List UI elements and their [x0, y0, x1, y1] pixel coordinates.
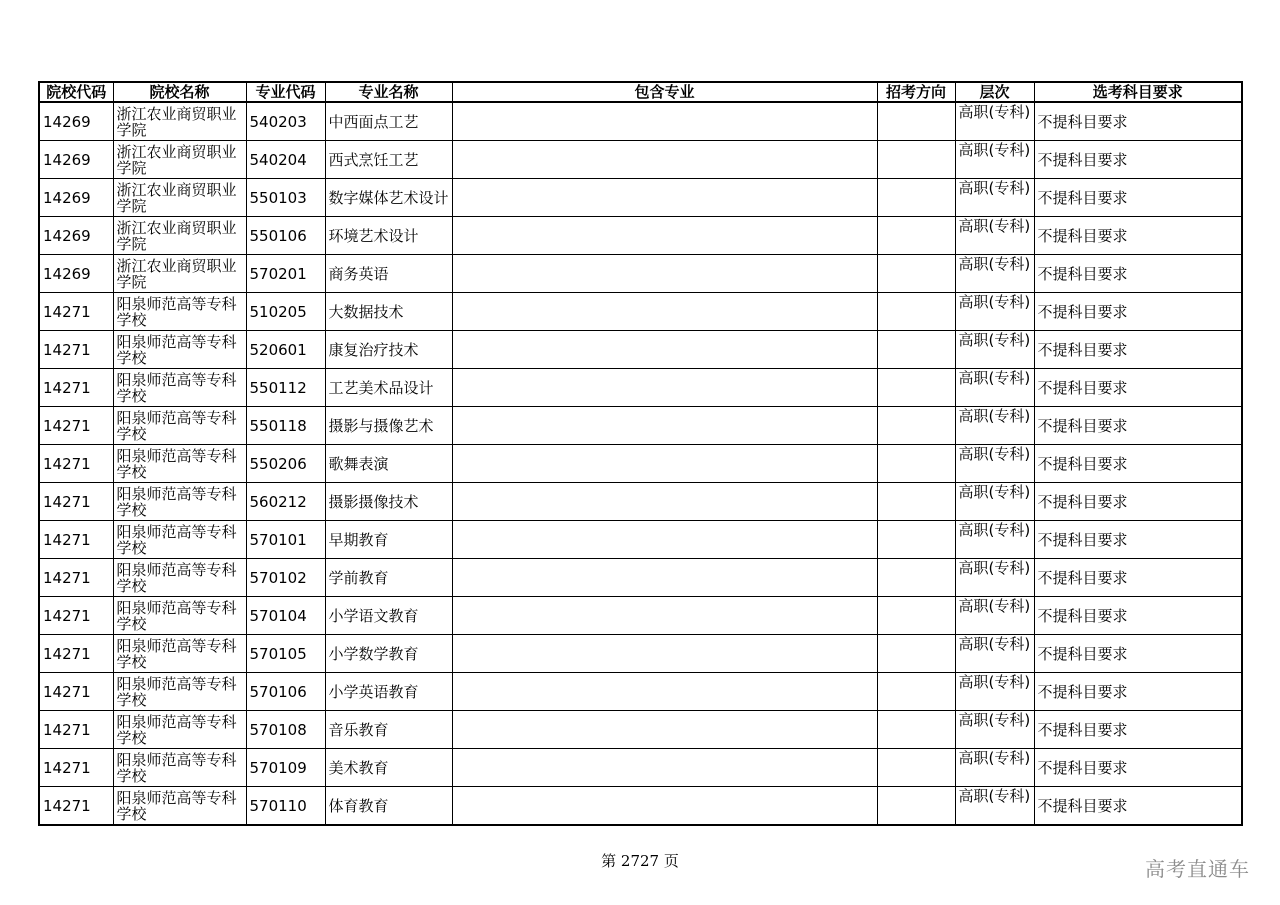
- subject-requirement-cell: 不提科目要求: [1034, 787, 1242, 826]
- included-majors-cell: [452, 711, 877, 749]
- major-code-cell: 570106: [246, 673, 325, 711]
- school-name-cell: 阳泉师范高等专科学校: [113, 711, 246, 749]
- level-cell: 高职(专科): [955, 102, 1034, 141]
- subject-requirement-cell: 不提科目要求: [1034, 407, 1242, 445]
- major-name-cell: 摄影与摄像艺术: [325, 407, 452, 445]
- table-header: [39, 82, 1242, 102]
- included-majors-cell: [452, 673, 877, 711]
- included-majors-cell: [452, 407, 877, 445]
- school-code-cell: 14269: [39, 255, 113, 293]
- school-name-cell: 阳泉师范高等专科学校: [113, 787, 246, 826]
- direction-cell: [877, 673, 955, 711]
- level-cell: 高职(专科): [955, 255, 1034, 293]
- included-majors-cell: [452, 217, 877, 255]
- school-code-cell: 14271: [39, 369, 113, 407]
- major-code-cell: 570109: [246, 749, 325, 787]
- school-code-cell: 14271: [39, 749, 113, 787]
- header-level: 层次: [955, 82, 1034, 102]
- school-name-cell: 阳泉师范高等专科学校: [113, 483, 246, 521]
- level-cell: 高职(专科): [955, 293, 1034, 331]
- school-name-cell: 阳泉师范高等专科学校: [113, 635, 246, 673]
- included-majors-cell: [452, 179, 877, 217]
- table-row: [39, 445, 1242, 483]
- school-name-cell: 浙江农业商贸职业学院: [113, 179, 246, 217]
- table-row: [39, 293, 1242, 331]
- school-name-cell: 阳泉师范高等专科学校: [113, 407, 246, 445]
- direction-cell: [877, 749, 955, 787]
- level-cell: 高职(专科): [955, 711, 1034, 749]
- subject-requirement-cell: 不提科目要求: [1034, 293, 1242, 331]
- school-name-cell: 阳泉师范高等专科学校: [113, 559, 246, 597]
- school-code-cell: 14271: [39, 787, 113, 826]
- school-name-cell: 阳泉师范高等专科学校: [113, 445, 246, 483]
- school-code-cell: 14271: [39, 521, 113, 559]
- direction-cell: [877, 331, 955, 369]
- major-name-cell: 歌舞表演: [325, 445, 452, 483]
- level-cell: 高职(专科): [955, 483, 1034, 521]
- direction-cell: [877, 711, 955, 749]
- school-name-cell: 浙江农业商贸职业学院: [113, 141, 246, 179]
- direction-cell: [877, 217, 955, 255]
- level-cell: 高职(专科): [955, 407, 1034, 445]
- subject-requirement-cell: 不提科目要求: [1034, 711, 1242, 749]
- subject-requirement-cell: 不提科目要求: [1034, 369, 1242, 407]
- major-name-cell: 中西面点工艺: [325, 102, 452, 141]
- header-row: [39, 82, 1242, 102]
- included-majors-cell: [452, 749, 877, 787]
- included-majors-cell: [452, 293, 877, 331]
- major-code-cell: 570102: [246, 559, 325, 597]
- school-code-cell: 14271: [39, 293, 113, 331]
- included-majors-cell: [452, 521, 877, 559]
- table-row: [39, 787, 1242, 826]
- major-code-cell: 570101: [246, 521, 325, 559]
- table-row: [39, 179, 1242, 217]
- direction-cell: [877, 255, 955, 293]
- school-code-cell: 14269: [39, 102, 113, 141]
- header-major-name: 专业名称: [325, 82, 452, 102]
- direction-cell: [877, 407, 955, 445]
- table-row: [39, 673, 1242, 711]
- table-row: [39, 749, 1242, 787]
- level-cell: 高职(专科): [955, 559, 1034, 597]
- level-cell: 高职(专科): [955, 179, 1034, 217]
- direction-cell: [877, 559, 955, 597]
- subject-requirement-cell: 不提科目要求: [1034, 749, 1242, 787]
- school-name-cell: 阳泉师范高等专科学校: [113, 331, 246, 369]
- header-major-code: 专业代码: [246, 82, 325, 102]
- included-majors-cell: [452, 331, 877, 369]
- major-code-cell: 550206: [246, 445, 325, 483]
- level-cell: 高职(专科): [955, 445, 1034, 483]
- major-name-cell: 大数据技术: [325, 293, 452, 331]
- watermark: 高考直通车: [1145, 857, 1250, 881]
- included-majors-cell: [452, 102, 877, 141]
- school-name-cell: 浙江农业商贸职业学院: [113, 102, 246, 141]
- major-code-cell: 520601: [246, 331, 325, 369]
- major-code-cell: 570108: [246, 711, 325, 749]
- direction-cell: [877, 597, 955, 635]
- school-code-cell: 14269: [39, 217, 113, 255]
- school-code-cell: 14271: [39, 407, 113, 445]
- major-name-cell: 康复治疗技术: [325, 331, 452, 369]
- subject-requirement-cell: 不提科目要求: [1034, 673, 1242, 711]
- major-code-cell: 570105: [246, 635, 325, 673]
- major-code-cell: 560212: [246, 483, 325, 521]
- subject-requirement-cell: 不提科目要求: [1034, 445, 1242, 483]
- school-name-cell: 阳泉师范高等专科学校: [113, 749, 246, 787]
- table-row: [39, 369, 1242, 407]
- direction-cell: [877, 787, 955, 826]
- table-row: [39, 217, 1242, 255]
- major-name-cell: 体育教育: [325, 787, 452, 826]
- major-name-cell: 早期教育: [325, 521, 452, 559]
- included-majors-cell: [452, 597, 877, 635]
- table-row: [39, 635, 1242, 673]
- major-name-cell: 环境艺术设计: [325, 217, 452, 255]
- direction-cell: [877, 483, 955, 521]
- school-code-cell: 14271: [39, 597, 113, 635]
- subject-requirement-cell: 不提科目要求: [1034, 217, 1242, 255]
- major-code-cell: 550103: [246, 179, 325, 217]
- included-majors-cell: [452, 255, 877, 293]
- school-code-cell: 14271: [39, 331, 113, 369]
- school-code-cell: 14269: [39, 141, 113, 179]
- level-cell: 高职(专科): [955, 749, 1034, 787]
- level-cell: 高职(专科): [955, 597, 1034, 635]
- included-majors-cell: [452, 141, 877, 179]
- table-row: [39, 597, 1242, 635]
- major-code-cell: 570104: [246, 597, 325, 635]
- table-row: [39, 255, 1242, 293]
- direction-cell: [877, 445, 955, 483]
- header-school-name: 院校名称: [113, 82, 246, 102]
- included-majors-cell: [452, 483, 877, 521]
- table-row: [39, 102, 1242, 141]
- subject-requirement-cell: 不提科目要求: [1034, 179, 1242, 217]
- subject-requirement-cell: 不提科目要求: [1034, 331, 1242, 369]
- header-subject-requirement: 选考科目要求: [1034, 82, 1242, 102]
- school-code-cell: 14271: [39, 445, 113, 483]
- major-name-cell: 商务英语: [325, 255, 452, 293]
- major-code-cell: 540203: [246, 102, 325, 141]
- table-row: [39, 559, 1242, 597]
- included-majors-cell: [452, 787, 877, 826]
- level-cell: 高职(专科): [955, 521, 1034, 559]
- school-code-cell: 14271: [39, 673, 113, 711]
- major-code-cell: 570201: [246, 255, 325, 293]
- school-code-cell: 14271: [39, 711, 113, 749]
- direction-cell: [877, 102, 955, 141]
- major-name-cell: 西式烹饪工艺: [325, 141, 452, 179]
- table-body: [39, 102, 1242, 825]
- school-name-cell: 阳泉师范高等专科学校: [113, 521, 246, 559]
- major-name-cell: 小学英语教育: [325, 673, 452, 711]
- header-school-code: 院校代码: [39, 82, 113, 102]
- major-name-cell: 工艺美术品设计: [325, 369, 452, 407]
- level-cell: 高职(专科): [955, 673, 1034, 711]
- subject-requirement-cell: 不提科目要求: [1034, 559, 1242, 597]
- level-cell: 高职(专科): [955, 331, 1034, 369]
- major-name-cell: 美术教育: [325, 749, 452, 787]
- subject-requirement-cell: 不提科目要求: [1034, 635, 1242, 673]
- table-row: [39, 407, 1242, 445]
- major-code-cell: 570110: [246, 787, 325, 826]
- admissions-table: [38, 81, 1243, 826]
- included-majors-cell: [452, 635, 877, 673]
- major-code-cell: 550118: [246, 407, 325, 445]
- major-code-cell: 540204: [246, 141, 325, 179]
- header-included-majors: 包含专业: [452, 82, 877, 102]
- major-code-cell: 550106: [246, 217, 325, 255]
- school-name-cell: 阳泉师范高等专科学校: [113, 673, 246, 711]
- page-number: 第 2727 页: [601, 852, 679, 870]
- school-name-cell: 阳泉师范高等专科学校: [113, 369, 246, 407]
- major-name-cell: 音乐教育: [325, 711, 452, 749]
- level-cell: 高职(专科): [955, 369, 1034, 407]
- major-name-cell: 小学语文教育: [325, 597, 452, 635]
- table-row: [39, 521, 1242, 559]
- school-name-cell: 浙江农业商贸职业学院: [113, 255, 246, 293]
- direction-cell: [877, 369, 955, 407]
- direction-cell: [877, 179, 955, 217]
- subject-requirement-cell: 不提科目要求: [1034, 255, 1242, 293]
- direction-cell: [877, 293, 955, 331]
- level-cell: 高职(专科): [955, 635, 1034, 673]
- header-direction: 招考方向: [877, 82, 955, 102]
- school-code-cell: 14271: [39, 483, 113, 521]
- subject-requirement-cell: 不提科目要求: [1034, 141, 1242, 179]
- school-name-cell: 浙江农业商贸职业学院: [113, 217, 246, 255]
- major-name-cell: 学前教育: [325, 559, 452, 597]
- major-name-cell: 小学数学教育: [325, 635, 452, 673]
- included-majors-cell: [452, 445, 877, 483]
- table-row: [39, 483, 1242, 521]
- school-name-cell: 阳泉师范高等专科学校: [113, 597, 246, 635]
- included-majors-cell: [452, 559, 877, 597]
- subject-requirement-cell: 不提科目要求: [1034, 597, 1242, 635]
- included-majors-cell: [452, 369, 877, 407]
- level-cell: 高职(专科): [955, 787, 1034, 826]
- school-code-cell: 14271: [39, 559, 113, 597]
- table-row: [39, 711, 1242, 749]
- table-row: [39, 331, 1242, 369]
- table-row: [39, 141, 1242, 179]
- subject-requirement-cell: 不提科目要求: [1034, 483, 1242, 521]
- school-code-cell: 14271: [39, 635, 113, 673]
- major-code-cell: 510205: [246, 293, 325, 331]
- subject-requirement-cell: 不提科目要求: [1034, 521, 1242, 559]
- direction-cell: [877, 141, 955, 179]
- direction-cell: [877, 521, 955, 559]
- major-name-cell: 数字媒体艺术设计: [325, 179, 452, 217]
- subject-requirement-cell: 不提科目要求: [1034, 102, 1242, 141]
- school-name-cell: 阳泉师范高等专科学校: [113, 293, 246, 331]
- level-cell: 高职(专科): [955, 217, 1034, 255]
- school-code-cell: 14269: [39, 179, 113, 217]
- major-code-cell: 550112: [246, 369, 325, 407]
- major-name-cell: 摄影摄像技术: [325, 483, 452, 521]
- level-cell: 高职(专科): [955, 141, 1034, 179]
- direction-cell: [877, 635, 955, 673]
